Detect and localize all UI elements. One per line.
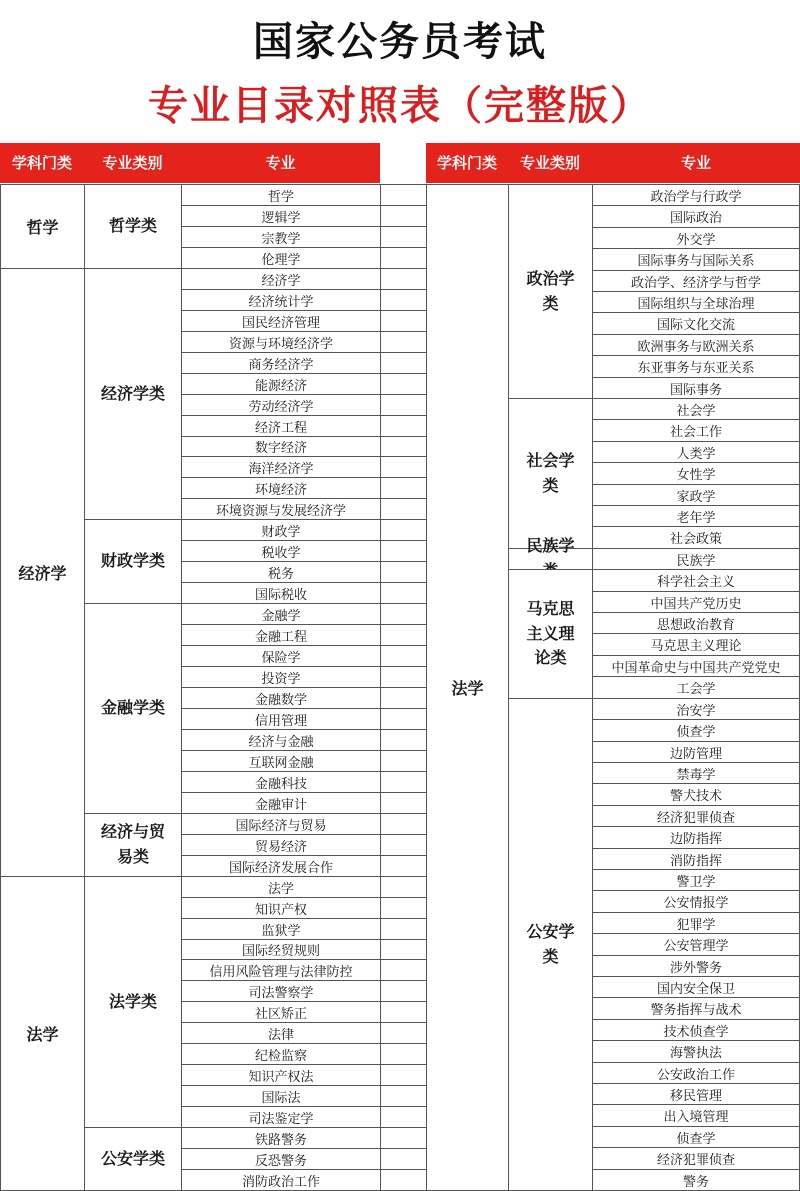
major-cell: 经济犯罪侦查 <box>592 1147 800 1170</box>
major-cell: 国际政治 <box>592 205 800 228</box>
category-cell: 政治学类 <box>508 184 593 399</box>
major-cell: 边防管理 <box>592 741 800 763</box>
right-header-discipline: 学科门类 <box>426 143 508 183</box>
major-cell: 国际经济发展合作 <box>181 855 381 877</box>
major-cell: 欧洲事务与欧洲关系 <box>592 334 800 356</box>
blank-cell <box>380 540 427 562</box>
blank-cell <box>380 352 427 374</box>
major-cell: 经济工程 <box>181 415 381 437</box>
major-cell: 警犬技术 <box>592 783 800 806</box>
major-cell: 监狱学 <box>181 918 381 940</box>
major-cell: 国际事务 <box>592 377 800 399</box>
major-cell: 资源与环境经济学 <box>181 331 381 353</box>
major-cell: 出入境管理 <box>592 1104 800 1127</box>
blank-cell <box>380 918 427 940</box>
major-cell: 人类学 <box>592 441 800 463</box>
category-cell: 公安学类 <box>84 1127 182 1191</box>
major-cell: 知识产权 <box>181 897 381 919</box>
blank-cell <box>380 1064 427 1086</box>
major-cell: 环境资源与发展经济学 <box>181 498 381 520</box>
blank-cell <box>380 394 427 416</box>
major-cell: 铁路警务 <box>181 1127 381 1149</box>
major-cell: 数字经济 <box>181 436 381 457</box>
major-cell: 国际经济与贸易 <box>181 813 381 835</box>
major-cell: 社会政策 <box>592 526 800 549</box>
blank-cell <box>380 876 427 898</box>
blank-cell <box>380 331 427 353</box>
major-cell: 能源经济 <box>181 373 381 395</box>
major-cell: 中国革命史与中国共产党党史 <box>592 655 800 677</box>
category-cell: 经济与贸易类 <box>84 813 182 877</box>
major-cell: 侦查学 <box>592 719 800 742</box>
major-cell: 伦理学 <box>181 247 381 269</box>
major-cell: 海洋经济学 <box>181 456 381 478</box>
major-cell: 经济犯罪侦查 <box>592 805 800 827</box>
category-cell: 哲学类 <box>84 184 182 269</box>
major-cell: 东亚事务与东亚关系 <box>592 355 800 378</box>
major-cell: 金融数学 <box>181 687 381 709</box>
major-cell: 经济学 <box>181 268 381 290</box>
blank-cell <box>380 226 427 248</box>
major-cell: 财政学 <box>181 519 381 541</box>
major-cell: 社会学 <box>592 398 800 420</box>
major-cell: 家政学 <box>592 484 800 506</box>
major-cell: 社区矫正 <box>181 1001 381 1023</box>
major-cell: 金融审计 <box>181 792 381 814</box>
major-cell: 国际法 <box>181 1085 381 1107</box>
blank-cell <box>380 561 427 583</box>
blank-cell <box>380 436 427 457</box>
blank-cell <box>380 373 427 395</box>
blank-cell <box>380 603 427 625</box>
category-cell: 法学类 <box>84 876 182 1128</box>
major-cell: 边防指挥 <box>592 826 800 849</box>
major-cell: 信用风险管理与法律防控 <box>181 959 381 981</box>
blank-cell <box>380 897 427 919</box>
major-cell: 工会学 <box>592 676 800 699</box>
blank-cell <box>380 1127 427 1149</box>
major-cell: 思想政治教育 <box>592 612 800 634</box>
major-cell: 金融科技 <box>181 771 381 793</box>
blank-cell <box>380 1043 427 1065</box>
blank-cell <box>380 498 427 520</box>
blank-cell <box>380 519 427 541</box>
blank-cell <box>380 666 427 688</box>
major-cell: 政治学、经济学与哲学 <box>592 270 800 292</box>
major-cell: 社会工作 <box>592 419 800 442</box>
blank-cell <box>380 1022 427 1044</box>
major-cell: 贸易经济 <box>181 834 381 856</box>
blank-cell <box>380 792 427 814</box>
major-cell: 国际组织与全球治理 <box>592 291 800 313</box>
major-cell: 消防政治工作 <box>181 1169 381 1191</box>
category-cell: 经济学类 <box>84 268 182 520</box>
major-cell: 金融学 <box>181 603 381 625</box>
blank-cell <box>380 1148 427 1170</box>
major-cell: 哲学 <box>181 184 381 206</box>
major-cell: 司法鉴定学 <box>181 1106 381 1128</box>
major-cell: 逻辑学 <box>181 205 381 227</box>
major-cell: 纪检监察 <box>181 1043 381 1065</box>
major-cell: 国际文化交流 <box>592 312 800 335</box>
blank-cell <box>380 645 427 667</box>
major-cell: 民族学 <box>592 548 800 570</box>
major-cell: 公安政治工作 <box>592 1062 800 1084</box>
major-cell: 司法警察学 <box>181 980 381 1002</box>
blank-cell <box>380 415 427 437</box>
major-cell: 法学 <box>181 876 381 898</box>
left-header-category: 专业类别 <box>84 143 181 183</box>
major-cell: 侦查学 <box>592 1126 800 1148</box>
blank-cell <box>380 456 427 478</box>
blank-cell <box>380 855 427 877</box>
major-cell: 禁毒学 <box>592 762 800 784</box>
category-cell: 马克思主义理论类 <box>508 569 593 699</box>
blank-cell <box>380 1085 427 1107</box>
blank-cell <box>380 980 427 1002</box>
blank-cell <box>380 1169 427 1191</box>
major-cell: 女性学 <box>592 462 800 485</box>
major-cell: 中国共产党历史 <box>592 591 800 613</box>
blank-cell <box>380 834 427 856</box>
blank-cell <box>380 582 427 604</box>
blank-cell <box>380 310 427 332</box>
page-title: 国家公务员考试 <box>253 19 547 65</box>
major-cell: 国际税收 <box>181 582 381 604</box>
blank-cell <box>380 959 427 981</box>
blank-cell <box>380 1106 427 1128</box>
discipline-cell: 经济学 <box>0 268 85 877</box>
right-header-category: 专业类别 <box>508 143 592 183</box>
left-header-major: 专业 <box>181 143 380 183</box>
major-cell: 警务 <box>592 1169 800 1191</box>
blank-cell <box>380 289 427 311</box>
category-cell: 公安学类 <box>508 698 593 1191</box>
blank-cell <box>380 939 427 960</box>
major-cell: 涉外警务 <box>592 955 800 977</box>
major-cell: 公安管理学 <box>592 933 800 956</box>
major-cell: 国内安全保卫 <box>592 976 800 998</box>
major-cell: 信用管理 <box>181 708 381 730</box>
discipline-cell: 法学 <box>0 876 85 1191</box>
major-cell: 经济统计学 <box>181 289 381 311</box>
blank-cell <box>380 687 427 709</box>
major-cell: 消防指挥 <box>592 848 800 870</box>
category-cell <box>508 548 593 570</box>
major-cell: 警务指挥与战术 <box>592 997 800 1020</box>
blank-cell <box>380 729 427 751</box>
blank-cell <box>380 750 427 772</box>
blank-cell <box>380 477 427 499</box>
major-cell: 国际经贸规则 <box>181 939 381 960</box>
major-cell: 公安情报学 <box>592 890 800 913</box>
major-cell: 警卫学 <box>592 869 800 891</box>
discipline-cell: 哲学 <box>0 184 85 269</box>
right-header-major: 专业 <box>592 143 800 183</box>
category-cell: 财政学类 <box>84 519 182 604</box>
category-cell: 金融学类 <box>84 603 182 814</box>
major-cell: 税务 <box>181 561 381 583</box>
major-cell: 投资学 <box>181 666 381 688</box>
major-cell: 治安学 <box>592 698 800 720</box>
major-cell: 保险学 <box>181 645 381 667</box>
major-cell: 金融工程 <box>181 624 381 646</box>
left-header-discipline: 学科门类 <box>0 143 84 183</box>
blank-cell <box>380 708 427 730</box>
major-cell: 税收学 <box>181 540 381 562</box>
category-cell: 社会学类 <box>508 398 593 549</box>
blank-cell <box>380 205 427 227</box>
major-cell: 技术侦查学 <box>592 1019 800 1041</box>
major-cell: 移民管理 <box>592 1083 800 1105</box>
major-cell: 宗教学 <box>181 226 381 248</box>
blank-cell <box>380 813 427 835</box>
blank-cell <box>380 1001 427 1023</box>
page-subtitle: 专业目录对照表（完整版） <box>148 83 652 129</box>
major-cell: 劳动经济学 <box>181 394 381 416</box>
discipline-cell: 法学 <box>426 184 509 1191</box>
major-cell: 外交学 <box>592 227 800 249</box>
major-cell: 科学社会主义 <box>592 569 800 592</box>
major-cell: 知识产权法 <box>181 1064 381 1086</box>
major-cell: 互联网金融 <box>181 750 381 772</box>
major-cell: 环境经济 <box>181 477 381 499</box>
major-cell: 马克思主义理论 <box>592 633 800 656</box>
blank-cell <box>380 184 427 206</box>
blank-cell <box>380 247 427 269</box>
blank-cell <box>380 624 427 646</box>
major-cell: 国际事务与国际关系 <box>592 248 800 271</box>
major-cell: 商务经济学 <box>181 352 381 374</box>
major-cell: 犯罪学 <box>592 912 800 934</box>
major-cell: 法律 <box>181 1022 381 1044</box>
blank-cell <box>380 771 427 793</box>
major-cell: 海警执法 <box>592 1040 800 1063</box>
major-cell: 经济与金融 <box>181 729 381 751</box>
major-cell: 国民经济管理 <box>181 310 381 332</box>
major-cell: 政治学与行政学 <box>592 184 800 206</box>
major-cell: 反恐警务 <box>181 1148 381 1170</box>
blank-cell <box>380 268 427 290</box>
major-cell: 老年学 <box>592 505 800 527</box>
